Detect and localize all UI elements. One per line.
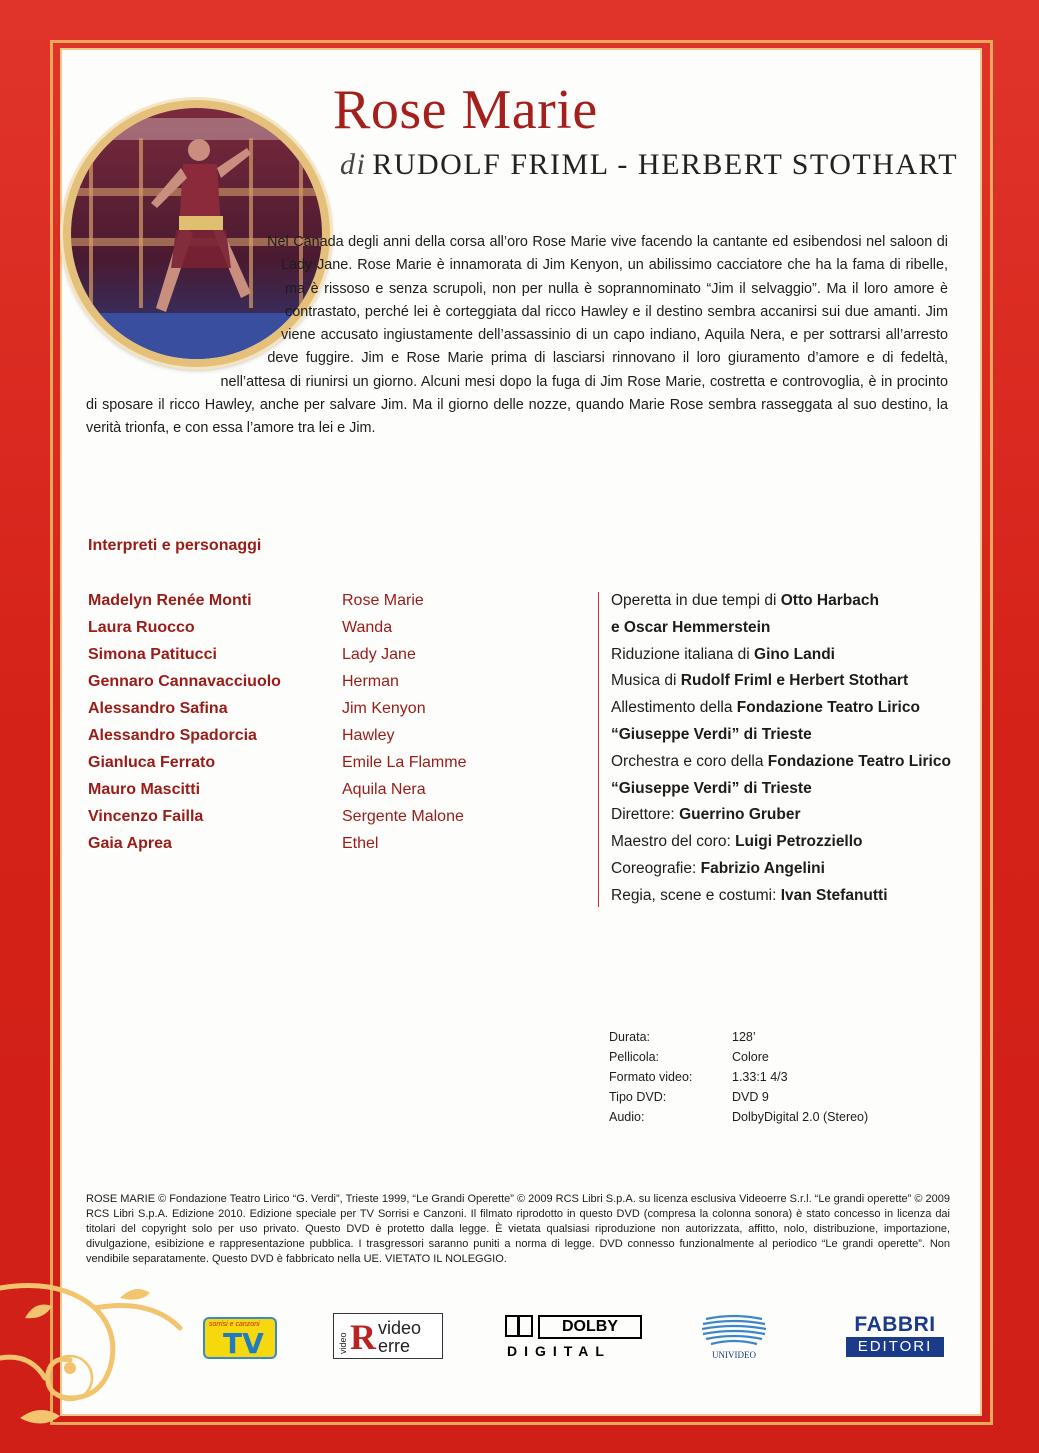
credit-label: Direttore: [611,806,680,824]
credit-line [611,616,951,643]
credit-label: Maestro del coro: [611,833,736,851]
fabbri-word: FABBRI [854,1313,936,1336]
cast-actor: Madelyn Renée Monti [88,592,252,609]
credit-line [611,589,951,616]
credit-label: Musica di [611,672,681,690]
spec-label: Pellicola: [609,1050,660,1064]
credit-label: Regia, scene e costumi: [611,886,781,904]
cast-role: Hawley [342,727,395,744]
dolby-digital-word: DIGITAL [507,1343,611,1359]
spec-value: DolbyDigital 2.0 (Stereo) [732,1110,869,1124]
cast-actor: Gennaro Cannavacciuolo [88,673,281,690]
videoerre-logo [333,1313,443,1359]
cast-actor: Gaia Aprea [88,835,172,852]
credit-value: Gino Landi [754,645,835,663]
credit-line [611,750,951,777]
cast-role: Jim Kenyon [342,700,426,717]
spec-value: 1.33:1 4/3 [732,1070,788,1084]
subtitle-prefix: di [340,148,367,181]
cast-actor-list [88,589,281,859]
credit-value: Rudolf Friml e Herbert Stothart [680,672,909,690]
credit-value: Luigi Petrozziello [735,833,863,851]
cast-actor: Vincenzo Failla [88,808,204,825]
column-divider [598,592,599,907]
credit-line [611,723,951,750]
univideo-label: UNIVIDEO [712,1350,756,1360]
cast-actor: Mauro Mascitti [88,781,201,798]
cast-actor: Simona Patitucci [88,646,217,663]
legal-notice: ROSE MARIE © Fondazione Teatro Lirico “G. Verdi”, Trieste 1999, “Le Grandi Operette” © 2009 RCS Libri S.p.A. su licenza esclusiva Videoerre S.r.l. “Le grandi operette” © 2009 RCS Libri S.p.A. Edizione 2010. Edizione speciale per TV Sorrisi e Canzoni. Il filmato riprodotto in questo DVD (compresa la colonna sonora) è stato concesso in licenza dai titolari del copyright solo per uso privato. Questo DVD è protetto dalla legge. È vietata qualsiasi riproduzione non autorizzata, affitto, nolo, distribuzione, importazione, divulgazione, esibizione e rappresentazione pubblica. I trasgressori saranno puniti a norma di legge. DVD connesso funzionalmente al periodico “Le grandi operette”. Non vendibile separatamente. Questo DVD è fabbricato nella UE. VIETATO IL NOLEGGIO. [86,1193,950,1265]
editori-word: EDITORI [846,1337,944,1357]
credit-line [611,669,951,696]
credit-line [611,643,951,670]
tv-logo-big: TV [223,1327,264,1360]
tv-sorrisi-logo [203,1317,277,1359]
videoerre-r: R [350,1317,376,1357]
dolby-digital-logo [505,1313,641,1361]
univideo-logo [698,1313,770,1361]
credit-value: “Giuseppe Verdi” di Trieste [611,779,812,797]
credit-line [611,830,951,857]
credit-value: “Giuseppe Verdi” di Trieste [611,725,812,743]
tech-spec-values [732,1028,868,1128]
credit-line [611,696,951,723]
cast-actor: Alessandro Safina [88,700,228,717]
tv-logo-small: sorrisi e canzoni [209,1321,260,1328]
cast-actor: Laura Ruocco [88,619,195,636]
cast-actor: Alessandro Spadorcia [88,727,257,744]
spec-label: Audio: [609,1110,645,1124]
cast-role: Rose Marie [342,592,424,609]
production-credits [611,589,951,911]
synopsis-paragraph [86,231,948,441]
dolby-word: DOLBY [538,1315,642,1339]
page-title: Rose Marie [333,79,598,141]
credit-value: e Oscar Hemmerstein [611,618,771,636]
ornament-flourish-icon [0,1238,190,1453]
credit-line [611,803,951,830]
spec-label: Formato video: [609,1070,693,1084]
credit-line [611,777,951,804]
fabbri-editori-logo [846,1313,944,1359]
composers-line [340,148,958,182]
credit-value: Ivan Stefanutti [780,886,888,904]
videoerre-word-1: video [378,1318,422,1338]
cast-heading: Interpreti e personaggi [88,537,262,554]
spec-value: 128’ [732,1030,756,1044]
cast-role: Sergente Malone [342,808,464,825]
credit-label: Orchestra e coro della [611,752,768,770]
credit-value: Guerrino Gruber [679,806,801,824]
videoerre-word-2: erre [378,1336,411,1356]
double-d-icon [505,1315,533,1337]
univideo-globe-icon [698,1313,770,1361]
videoerre-side: video [338,1332,348,1354]
credit-label: Coreografie: [611,859,701,877]
credit-line [611,857,951,884]
cast-actor: Gianluca Ferrato [88,754,216,771]
spec-label: Durata: [609,1030,650,1044]
credit-label: Riduzione italiana di [611,645,755,663]
synopsis-text: Nel Canada degli anni della corsa all’oro Rose Marie vive facendo la cantante ed esibendosi nel saloon di Lady Jane. Rose Marie è innamorata di Jim Kenyon, un abilissimo cacciatore che ha la fama di ribelle, ma è rissoso e senza scrupoli, non per nulla è soprannominato “Jim il selvaggio”. Ma il loro amore è contrastato, perché lei è corteggiata dal ricco Hawley e il destino sembra accanirsi sui due amanti. Jim viene accusato ingiustamente dell’assassinio di un capo indiano, Aquila Nera, e per sottrarsi all’arresto deve fuggire. Jim e Rose Marie prima di lasciarsi rinnovano il loro giuramento d’amore e di fedeltà, nell’attesa di riunirsi un giorno. Alcuni mesi dopo la fuga di Jim Rose Marie, costretta e controvoglia, è in procinto di sposare il ricco Hawley, anche per salvare Jim. Ma il giorno delle nozze, quando Marie Rose sembra rasseggata al suo destino, la verità trionfa, e con essa l’amore tra lei e Jim. [86,234,948,437]
credit-label: Operetta in due tempi di [611,592,781,609]
cast-role: Ethel [342,835,379,852]
credit-value: Fondazione Teatro Lirico [736,699,920,717]
credit-value: Fondazione Teatro Lirico [767,752,951,770]
credit-value: Fabrizio Angelini [700,859,825,877]
spec-value: DVD 9 [732,1090,769,1104]
tech-spec-labels [609,1028,692,1128]
cast-role-list [342,589,466,859]
spec-value: Colore [732,1050,769,1064]
cast-role: Wanda [342,619,393,636]
cast-role: Emile La Flamme [342,754,467,771]
cast-role: Aquila Nera [342,781,426,798]
credit-value: Otto Harbach [780,592,879,609]
composers-names: RUDOLF FRIML - HERBERT STOTHART [372,148,959,181]
credit-line [611,884,951,911]
credit-label: Allestimento della [611,699,737,717]
spec-label: Tipo DVD: [609,1090,667,1104]
cast-role: Herman [342,673,399,690]
cast-role: Lady Jane [342,646,416,663]
